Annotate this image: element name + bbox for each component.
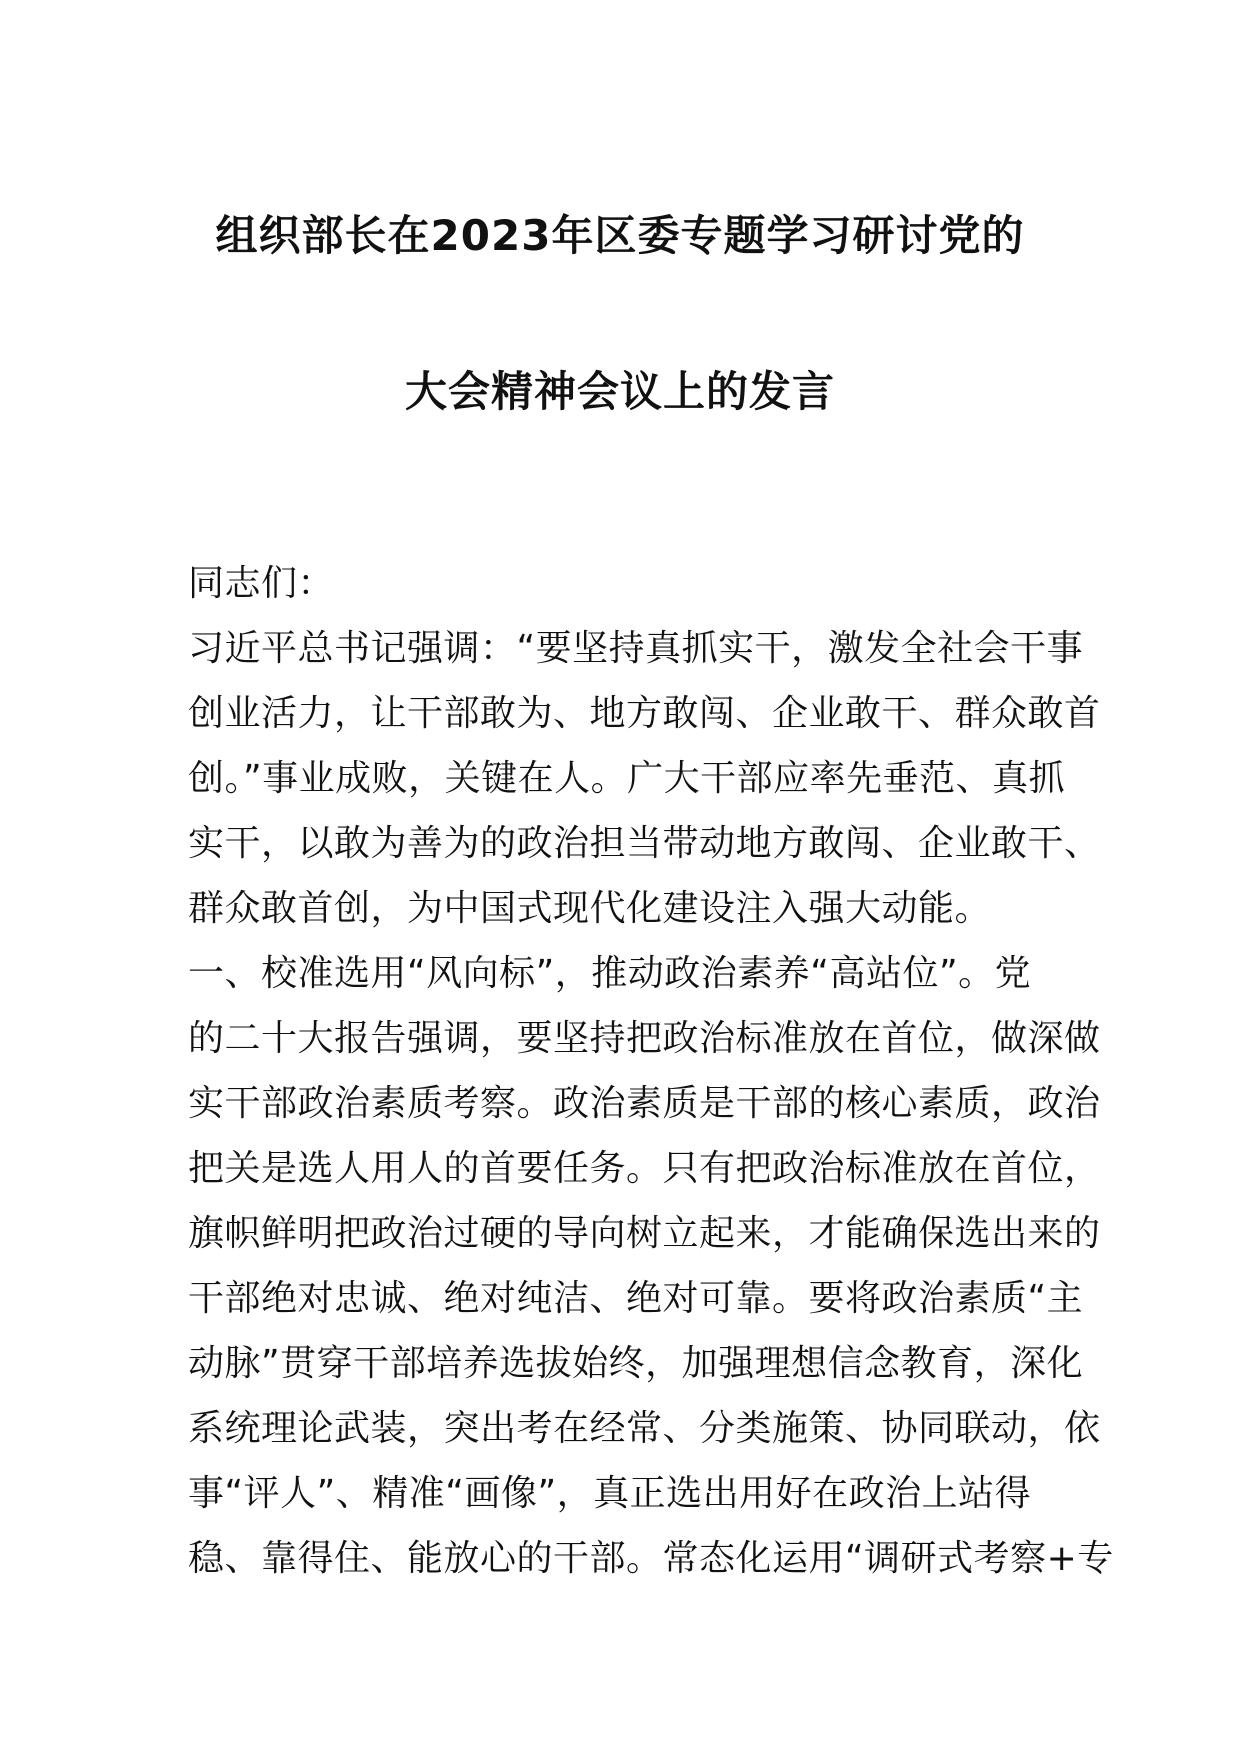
body-line: 干部绝对忠诚、绝对纯洁、绝对可靠。要将政治素质“主	[188, 1278, 1084, 1319]
body-line: 群众敢首创，为中国式现代化建设注入强大动能。	[188, 888, 992, 929]
body-line: 动脉”贯穿干部培养选拔始终，加强理想信念教育，深化	[188, 1343, 1084, 1384]
body-line: 习近平总书记强调：“要坚持真抓实干，激发全社会干事	[188, 628, 1084, 669]
body-line: 把关是选人用人的首要任务。只有把政治标准放在首位，	[188, 1148, 1101, 1189]
body-line: 系统理论武装，突出考在经常、分类施策、协同联动，依	[188, 1408, 1101, 1449]
body-line: 创。”事业成败，关键在人。广大干部应率先垂范、真抓	[188, 758, 1066, 799]
body-line: 旗帜鲜明把政治过硬的导向树立起来，才能确保选出来的	[188, 1213, 1101, 1254]
body-line: 实干，以敢为善为的政治担当带动地方敢闯、企业敢干、	[188, 823, 1101, 864]
body-line: 事“评人”、精准“画像”，真正选出用好在政治上站得	[188, 1473, 1032, 1514]
document-body	[188, 551, 1114, 1591]
body-line: 实干部政治素质考察。政治素质是干部的核心素质，政治	[188, 1083, 1101, 1124]
body-line: 稳、靠得住、能放心的干部。常态化运用“调研式考察+专	[188, 1538, 1114, 1579]
document-title-line-1: 组织部长在2023年区委专题学习研讨党的	[215, 211, 1025, 260]
body-line: 创业活力，让干部敢为、地方敢闯、企业敢干、群众敢首	[188, 693, 1101, 734]
body-line: 的二十大报告强调，要坚持把政治标准放在首位，做深做	[188, 1018, 1101, 1059]
section-heading-line: 一、校准选用“风向标”，推动政治素养“高站位”。党	[188, 953, 1032, 994]
document-title-line-2: 大会精神会议上的发言	[404, 367, 835, 416]
salutation: 同志们：	[188, 563, 335, 604]
